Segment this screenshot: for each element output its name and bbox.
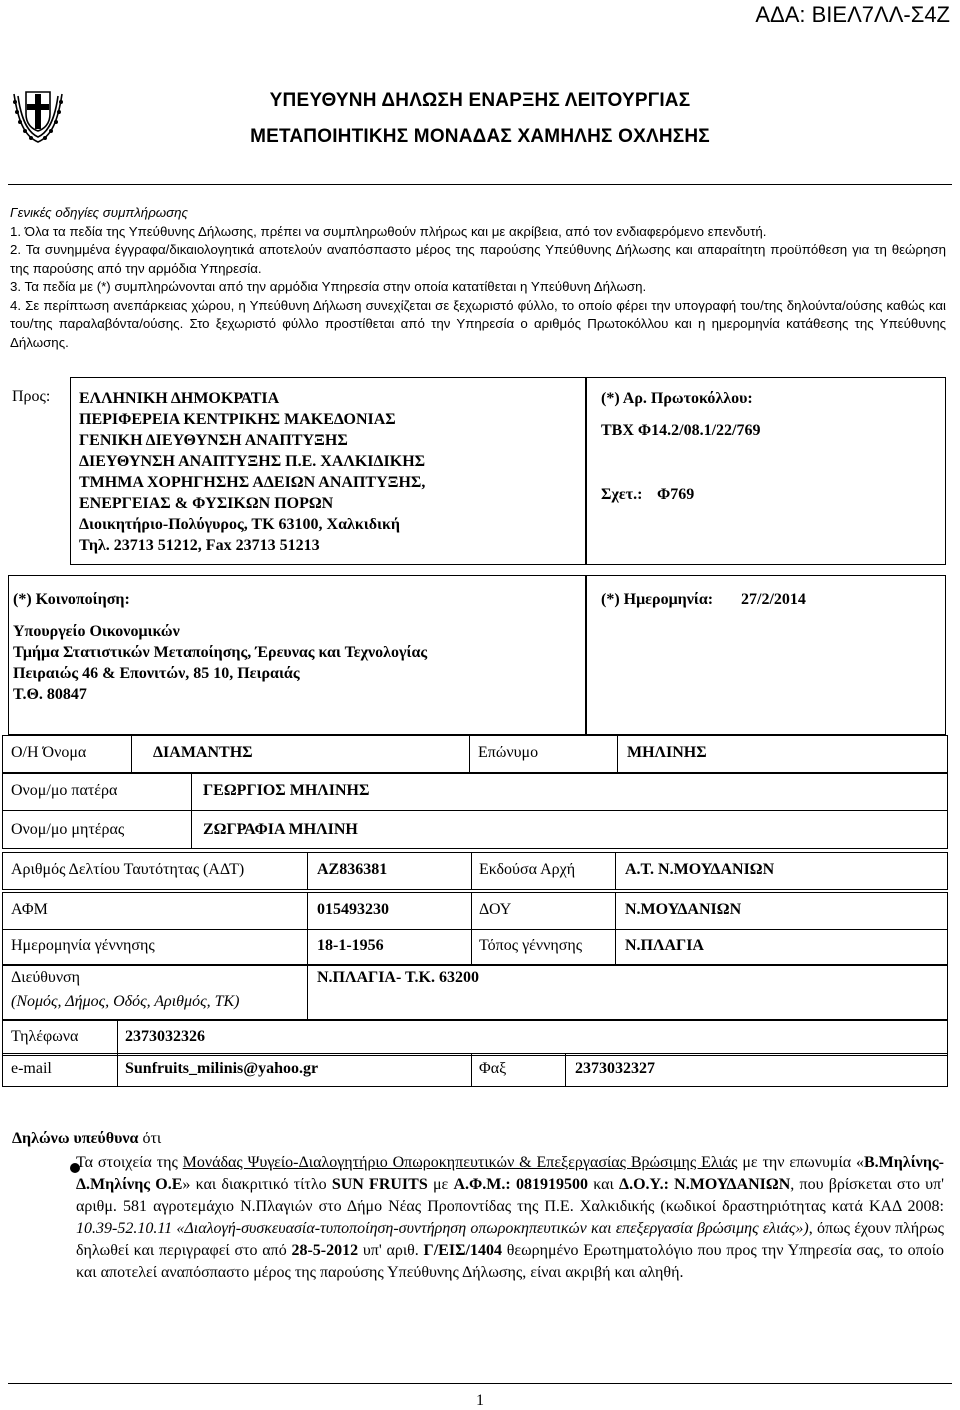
- surname-value: ΜΗΛΙΝΗΣ: [627, 744, 707, 761]
- recipient-line: ΔΙΕΥΘΥΝΣΗ ΑΝΑΠΤΥΞΗΣ Π.Ε. ΧΑΛΚΙΔΙΚΗΣ: [79, 453, 426, 470]
- instructions: [10, 204, 946, 352]
- email-value: Sunfruits_milinis@yahoo.gr: [125, 1060, 319, 1077]
- name-label: Ο/Η Όνομα: [11, 744, 87, 761]
- protocol-value: ΤΒΧ Φ14.2/08.1/22/769: [601, 422, 761, 439]
- notification-line: Τ.Θ. 80847: [13, 686, 87, 703]
- birthplace-value: Ν.ΠΛΑΓΙΑ: [625, 937, 704, 954]
- notification-line: Υπουργείο Οικονομικών: [13, 623, 180, 640]
- declaration-heading: Δηλώνω υπεύθυνα ότι: [12, 1130, 162, 1147]
- birthdate-value: 18-1-1956: [317, 937, 384, 954]
- email-label: e-mail: [11, 1060, 52, 1077]
- title-line-1: ΥΠΕΥΘΥΝΗ ΔΗΛΩΣΗ ΕΝΑΡΞΗΣ ΛΕΙΤΟΥΡΓΙΑΣ: [269, 90, 691, 111]
- instruction-item: 4. Σε περίπτωση ανεπάρκειας χώρου, η Υπεύθυνη Δήλωση συνεχίζεται σε ξεχωριστό φύλλο, το οποίο φέρει την υπογραφή του/της δηλούντα/ούσης καθώς και του/της παραλαβόντα/ούσης. Στο ξεχωριστό φύλλο προστίθεται από την Υπηρεσία ο αριθμός Πρωτοκόλλου και η ημερομηνία κατάθεσης της Υπεύθυνης Δήλωσης.: [10, 297, 946, 350]
- doy-value: Ν.ΜΟΥΔΑΝΙΩΝ: [625, 901, 742, 918]
- id-value: ΑΖ836381: [317, 861, 388, 878]
- row-parents: [2, 773, 948, 849]
- address-value: Ν.ΠΛΑΓΙΑ- Τ.Κ. 63200: [317, 969, 479, 986]
- id-label: Αριθμός Δελτίου Ταυτότητας (ΑΔΤ): [11, 861, 245, 878]
- doy-label: ΔΟΥ: [479, 901, 512, 918]
- title-line-2: ΜΕΤΑΠΟΙΗΤΙΚΗΣ ΜΟΝΑΔΑΣ ΧΑΜΗΛΗΣ ΟΧΛΗΣΗΣ: [250, 126, 710, 147]
- row-phone: [2, 1020, 948, 1056]
- date-value: 27/2/2014: [741, 591, 806, 608]
- page-number: 1: [476, 1392, 484, 1409]
- notification-line: Τμήμα Στατιστικών Μεταποίησης, Έρευνας και Τεχνολογίας: [13, 644, 428, 661]
- recipient-line: ΤΜΗΜΑ ΧΟΡΗΓΗΣΗΣ ΑΔΕΙΩΝ ΑΝΑΠΤΥΞΗΣ,: [79, 474, 426, 491]
- recipient-box: [70, 377, 586, 565]
- instruction-item: 2. Τα συνημμένα έγγραφα/δικαιολογητικά αποτελούν αναπόσπαστο μέρος της παρούσης Υπεύθυνης Δήλωσης και απαραίτητη προϋπόθεση για τη θεώρηση της παρούσης από την αρμόδια Υπηρεσία.: [10, 242, 946, 276]
- row-id: [2, 852, 948, 890]
- instruction-item: 1. Όλα τα πεδία της Υπεύθυνης Δήλωσης, πρέπει να συμπληρωθούν πλήρως και με ακρίβεια, από τον ενδιαφερόμενο επενδυτή.: [10, 223, 767, 239]
- fax-label: Φαξ: [479, 1060, 507, 1077]
- recipient-line: Τηλ. 23713 51212, Fax 23713 51213: [79, 537, 320, 554]
- row-tax: [2, 892, 948, 966]
- surname-label: Επώνυμο: [478, 744, 539, 761]
- name-value: ΔΙΑΜΑΝΤΗΣ: [153, 744, 253, 761]
- authority-value: Α.Τ. Ν.ΜΟΥΔΑΝΙΩΝ: [625, 861, 775, 878]
- recipient-line: ΓΕΝΙΚΗ ΔΙΕΥΘΥΝΣΗ ΑΝΑΠΤΥΞΗΣ: [79, 432, 348, 449]
- recipient-line: Διοικητήριο-Πολύγυρος, ΤΚ 63100, Χαλκιδική: [79, 516, 400, 533]
- mother-value: ΖΩΓΡΑΦΙΑ ΜΗΛΙΝΗ: [203, 821, 358, 838]
- recipient-line: ΕΝΕΡΓΕΙΑΣ & ΦΥΣΙΚΩΝ ΠΟΡΩΝ: [79, 495, 334, 512]
- authority-label: Εκδούσα Αρχή: [479, 861, 576, 878]
- footer-divider: [8, 1383, 952, 1384]
- notification-label: (*) Κοινοποίηση:: [13, 591, 130, 608]
- afm-value: 015493230: [317, 901, 389, 918]
- phone-label: Τηλέφωνα: [11, 1028, 79, 1045]
- instruction-item: 3. Τα πεδία με (*) συμπληρώνονται από την αρμόδια Υπηρεσία στην οποία κατατίθεται η Υπεύθυνη Δήλωση.: [10, 279, 647, 294]
- fax-value: 2373032327: [575, 1060, 655, 1077]
- date-box: [586, 575, 946, 735]
- protocol-label: (*) Αρ. Πρωτοκόλλου:: [601, 390, 753, 407]
- protocol-box: [586, 377, 946, 565]
- phone-value: 2373032326: [125, 1028, 205, 1045]
- address-label: Διεύθυνση: [11, 969, 81, 986]
- related-value: Φ769: [657, 486, 695, 503]
- birthplace-label: Τόπος γέννησης: [479, 937, 583, 954]
- declaration-text: Τα στοιχεία της Μονάδας Ψυγείο-Διαλογητήριο Οπωροκηπευτικών & Επεξεργασίας Βρώσιμης Ελιάς με την επωνυμία «Β.Μηλίνης-Δ.Μηλίνης Ο.Ε» και διακριτικό τίτλο SUN FRUITS με Α.Φ.Μ.: 081919500 και Δ.Ο.Υ.: Ν.ΜΟΥΔΑΝΙΩΝ, που βρίσκεται στο υπ' αριθμ. 581 αγροτεμάχιο Ν.Πλαγιών στο Δήμο Νέας Προποντίδας της Π.Ε. Χαλκιδικής (κωδικοί δραστηριότητας κατά ΚΑΔ 2008: 10.39-52.10.11 «Διαλογή-συσκευασία-τυποποίηση-συντήρηση οπωροκηπευτικών και επεξεργασία βρώσιμης ελιάς»), όπως έχουν πλήρως δηλωθεί και περιγραφεί στο από 28-5-2012 υπ' αριθ. Γ/ΕΙΣ/1404 θεωρημένο Ερωτηματολόγιο που προς την Υπηρεσία σας, το οποίο και αποτελεί αναπόσπαστο μέρος της παρούσης Υπεύθυνης Δήλωσης, είναι ακριβή και αληθή.: [76, 1154, 945, 1281]
- recipient-line: ΠΕΡΙΦΕΡΕΙΑ ΚΕΝΤΡΙΚΗΣ ΜΑΚΕΔΟΝΙΑΣ: [79, 411, 396, 428]
- related-label: Σχετ.:: [601, 486, 643, 503]
- declaration-heading-bold: Δηλώνω υπεύθυνα: [12, 1130, 139, 1147]
- recipient-label: Προς:: [12, 388, 51, 405]
- father-label: Ονομ/μο πατέρα: [11, 782, 118, 799]
- recipient-line: ΕΛΛΗΝΙΚΗ ΔΗΜΟΚΡΑΤΙΑ: [79, 390, 280, 407]
- birthdate-label: Ημερομηνία γέννησης: [11, 937, 155, 954]
- address-sublabel: (Νομός, Δήμος, Οδός, Αριθμός, ΤΚ): [11, 993, 240, 1010]
- father-value: ΓΕΩΡΓΙΟΣ ΜΗΛΙΝΗΣ: [203, 782, 370, 799]
- notification-line: Πειραιώς 46 & Επονιτών, 85 10, Πειραιάς: [13, 665, 300, 682]
- unit-name: Μονάδας Ψυγείο-Διαλογητήριο Οπωροκηπευτικών & Επεξεργασίας Βρώσιμης Ελιάς: [182, 1154, 738, 1171]
- row-email: [2, 1053, 948, 1087]
- ada-code: ΑΔΑ: ΒΙΕΛ7ΛΛ-Σ4Ζ: [755, 2, 950, 27]
- instructions-heading: Γενικές οδηγίες συμπλήρωσης: [10, 205, 189, 220]
- row-name: [2, 735, 948, 773]
- afm-label: ΑΦΜ: [11, 901, 48, 918]
- mother-label: Ονομ/μο μητέρας: [11, 821, 125, 838]
- notification-box: [8, 575, 586, 735]
- row-address: [2, 964, 948, 1020]
- header-divider: [8, 184, 952, 185]
- date-label: (*) Ημερομηνία:: [601, 591, 714, 608]
